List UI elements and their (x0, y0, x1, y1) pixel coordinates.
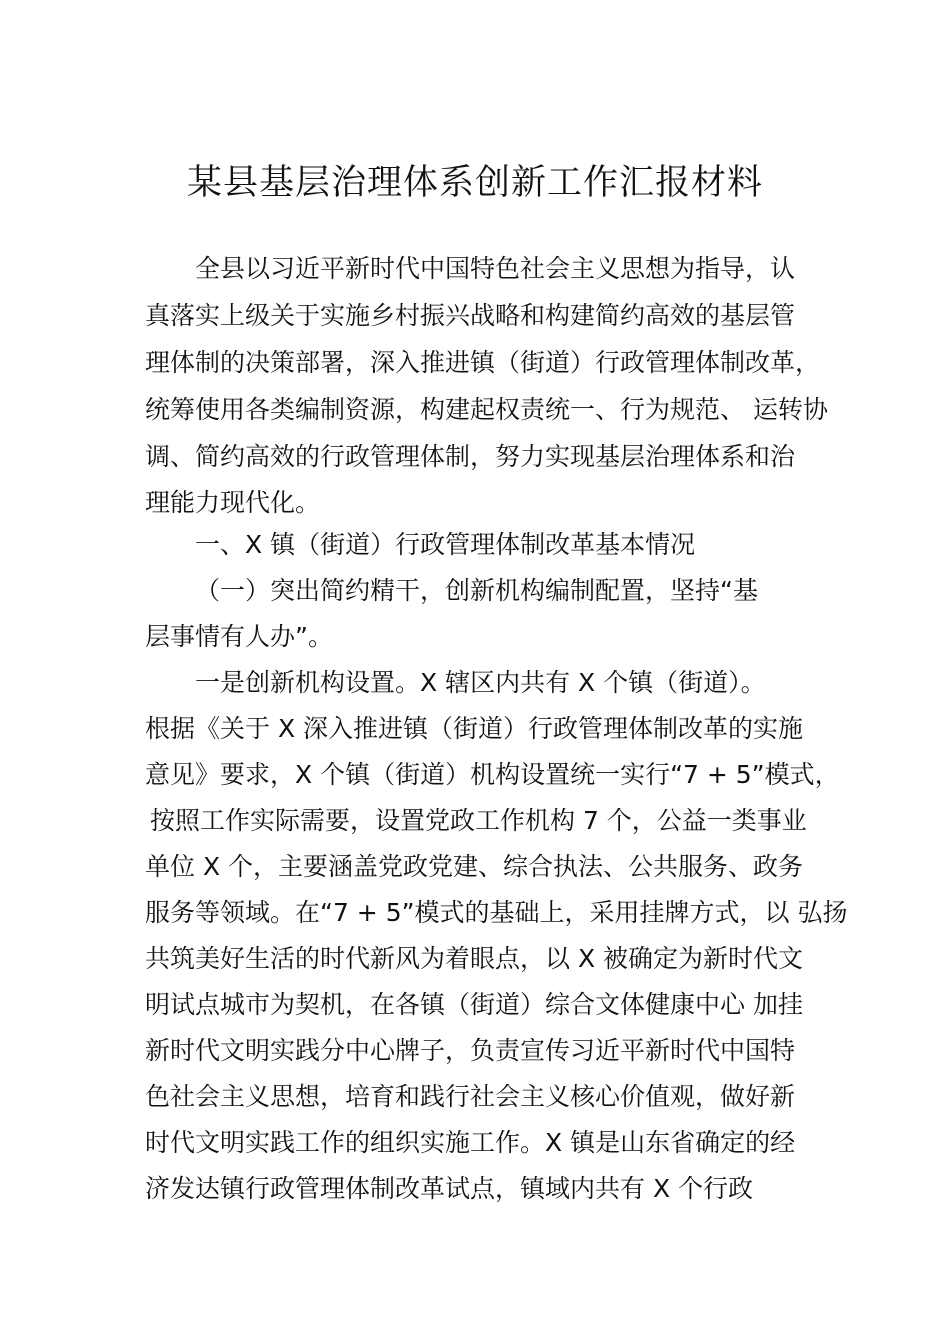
paragraph-line: 统筹使用各类编制资源，构建起权责统一、行为规范、 运转协 (145, 395, 828, 424)
paragraph-line: 理能力现代化。 (145, 488, 321, 517)
paragraph-line: 明试点城市为契机，在各镇（街道）综合文体健康中心 加挂 (145, 990, 803, 1019)
paragraph-line: 共筑美好生活的时代新风为着眼点，以 X 被确定为新时代文 (145, 944, 804, 973)
document-title: 某县基层治理体系创新工作汇报材料 (186, 163, 763, 203)
section-heading: 一、X 镇（街道）行政管理体制改革基本情况 (195, 530, 696, 559)
paragraph-line: 意见》要求，X 个镇（街道）机构设置统一实行“7 + 5”模式， (145, 760, 840, 789)
subsection-heading: （一）突出简约精干，创新机构编制配置，坚持“基 (195, 576, 758, 605)
paragraph-line: 调、简约高效的行政管理体制，努力实现基层治理体系和治 (145, 442, 796, 471)
paragraph-line: 时代文明实践工作的组织实施工作。X 镇是山东省确定的经 (145, 1128, 796, 1157)
paragraph-line: 单位 X 个，主要涵盖党政党建、综合执法、公共服务、政务 (145, 852, 804, 881)
subsection-heading: 层事情有人办”。 (145, 622, 333, 651)
paragraph-line: 根据《关于 X 深入推进镇（街道）行政管理体制改革的实施 (145, 714, 804, 743)
paragraph-line: 一是创新机构设置。X 辖区内共有 X 个镇（街道）。 (195, 668, 766, 697)
paragraph-line: 色社会主义思想，培育和践行社会主义核心价值观，做好新 (145, 1082, 796, 1111)
paragraph-line: 真落实上级关于实施乡村振兴战略和构建简约高效的基层管 (145, 301, 796, 330)
paragraph-line: 济发达镇行政管理体制改革试点，镇域内共有 X 个行政 (145, 1174, 754, 1203)
paragraph-line: 按照工作实际需要，设置党政工作机构 7 个，公益一类事业 (150, 806, 807, 835)
paragraph-line: 全县以习近平新时代中国特色社会主义思想为指导，认 (195, 254, 796, 283)
paragraph-line: 理体制的决策部署，深入推进镇（街道）行政管理体制改革， (145, 348, 821, 377)
paragraph-line: 新时代文明实践分中心牌子，负责宣传习近平新时代中国特 (145, 1036, 796, 1065)
paragraph-line: 服务等领域。在“7 + 5”模式的基础上，采用挂牌方式，以 弘扬 (145, 898, 848, 927)
